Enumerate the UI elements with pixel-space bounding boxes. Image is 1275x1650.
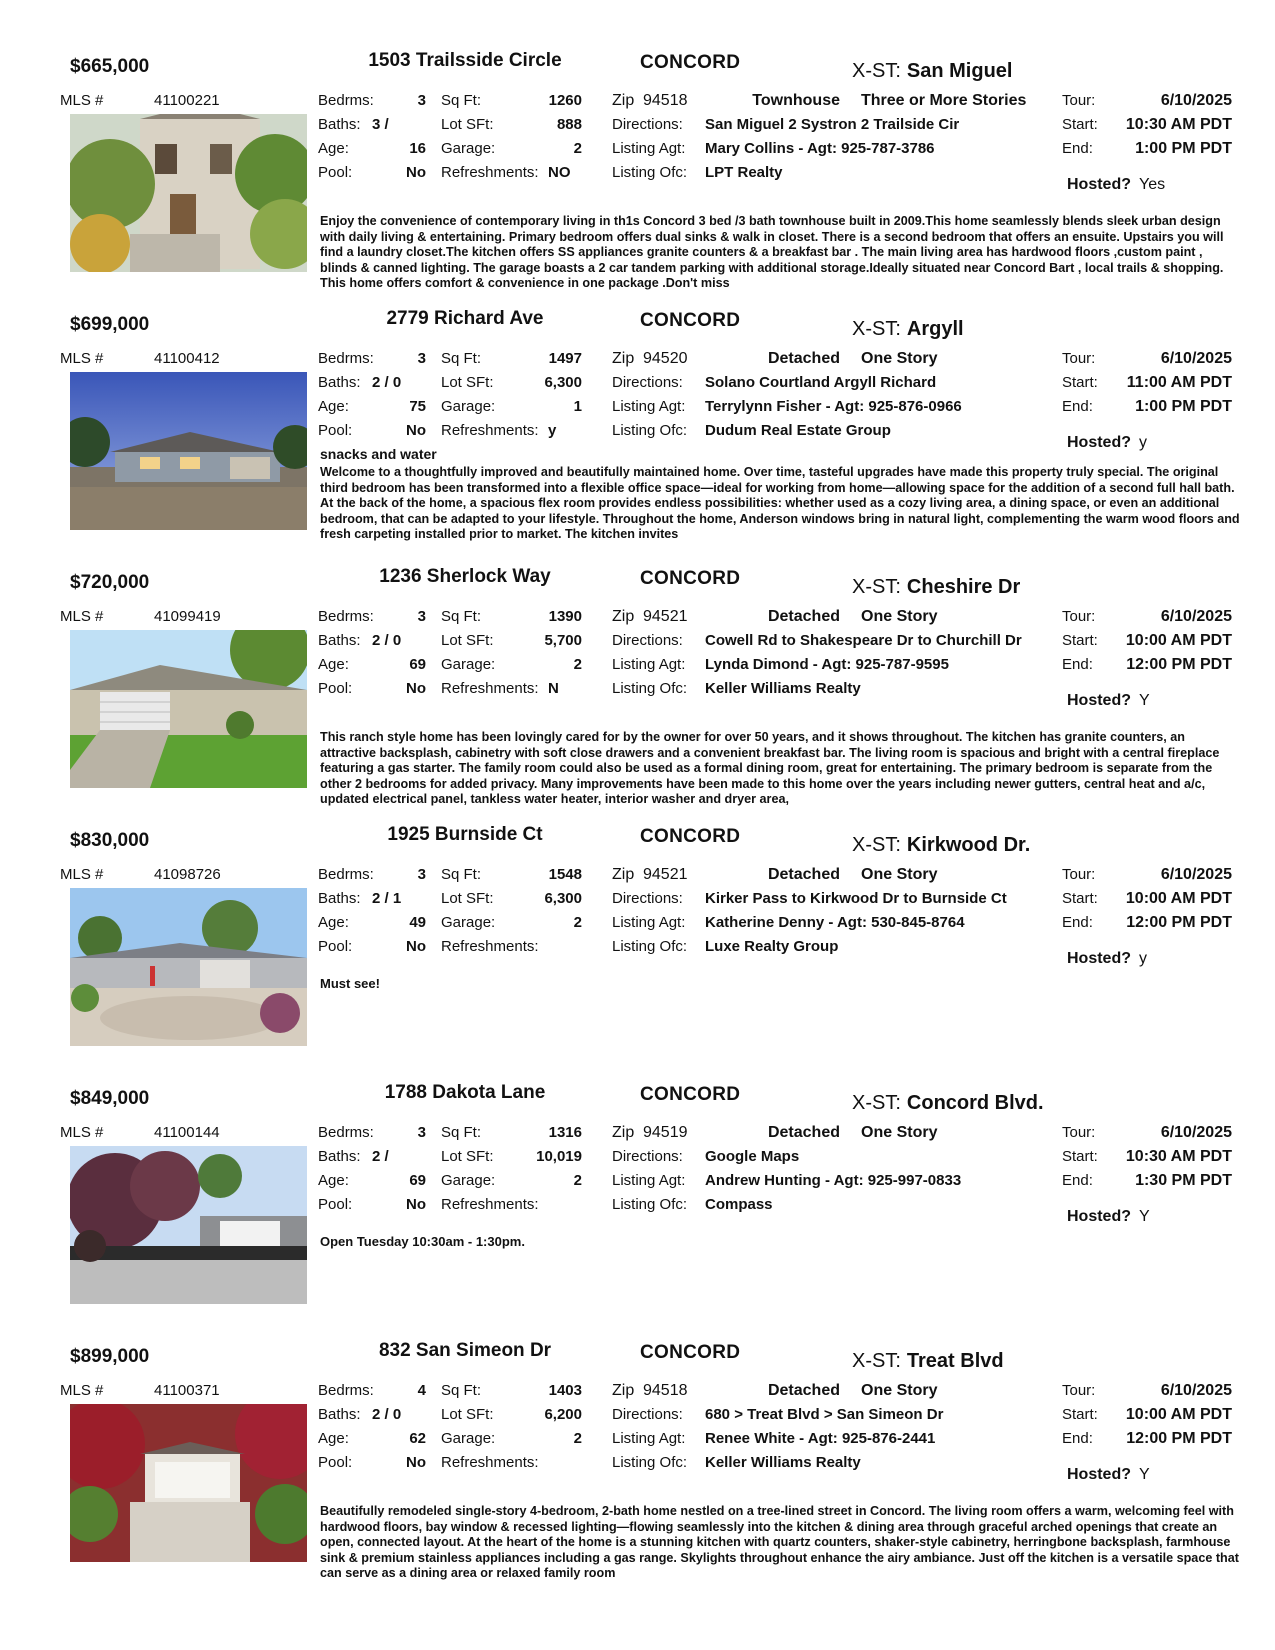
city: CONCORD xyxy=(640,826,741,847)
age-label: Age: xyxy=(318,914,349,931)
address: 832 San Simeon Dr xyxy=(378,1340,552,1361)
end-label: End: xyxy=(1062,1430,1093,1447)
pool-value: No xyxy=(406,164,426,181)
directions-value: Google Maps xyxy=(705,1148,800,1165)
baths-value: 2 / 0 xyxy=(372,374,402,391)
age-label: Age: xyxy=(318,656,349,673)
garage-label: Garage: xyxy=(441,140,496,157)
hosted-label: Hosted? xyxy=(1067,176,1131,193)
price: $830,000 xyxy=(70,830,150,851)
mls-label: MLS # xyxy=(60,92,104,109)
hosted xyxy=(1067,692,1150,710)
directions-label: Directions: xyxy=(612,890,683,907)
age-label: Age: xyxy=(318,1172,349,1189)
agent-value: Terrylynn Fisher - Agt: 925-876-0966 xyxy=(705,398,962,415)
price: $899,000 xyxy=(70,1346,150,1367)
cross-street-label: X-ST: xyxy=(852,318,901,340)
start-value: 10:00 AM PDT xyxy=(1125,890,1232,907)
city: CONCORD xyxy=(640,1084,741,1105)
cross-street xyxy=(852,834,1030,857)
cross-street-label: X-ST: xyxy=(852,60,901,82)
refreshments-label: Refreshments: xyxy=(441,422,539,439)
garage-value: 2 xyxy=(573,914,582,931)
mls-number: 41098726 xyxy=(154,866,221,883)
listing-card xyxy=(0,310,1275,568)
mls-number: 41100144 xyxy=(154,1124,220,1141)
bedrooms-label: Bedrms: xyxy=(318,866,374,883)
directions-label: Directions: xyxy=(612,632,683,649)
garage-value: 2 xyxy=(573,656,582,673)
cross-street xyxy=(852,60,1012,83)
agent-label: Listing Agt: xyxy=(612,914,686,931)
listing-card xyxy=(0,1342,1275,1600)
lot-sqft-value: 5,700 xyxy=(544,632,582,649)
property-photo[interactable] xyxy=(70,1146,307,1304)
lot-sqft-value: 6,200 xyxy=(544,1406,582,1423)
bedrooms-label: Bedrms: xyxy=(318,1382,374,1399)
pool-label: Pool: xyxy=(318,680,353,697)
start-label: Start: xyxy=(1062,890,1098,907)
bedrooms-label: Bedrms: xyxy=(318,350,374,367)
agent-value: Katherine Denny - Agt: 530-845-8764 xyxy=(705,914,965,931)
end-label: End: xyxy=(1062,914,1093,931)
hosted-value: Y xyxy=(1139,1208,1150,1225)
cross-street-label: X-ST: xyxy=(852,834,901,856)
zip-value: 94520 xyxy=(643,350,688,367)
hosted-value: y xyxy=(1139,950,1147,967)
pool-label: Pool: xyxy=(318,422,353,439)
directions-value: Kirker Pass to Kirkwood Dr to Burnside Ct xyxy=(705,890,1007,907)
hosted xyxy=(1067,1466,1150,1484)
tour-value: 6/10/2025 xyxy=(1160,1124,1232,1141)
property-style: Detached xyxy=(767,1382,840,1399)
directions-value: Cowell Rd to Shakespeare Dr to Churchill Dr xyxy=(705,632,1022,649)
bedrooms-value: 3 xyxy=(417,350,426,367)
cross-street-value: Kirkwood Dr. xyxy=(906,834,1031,856)
hosted-value: Yes xyxy=(1139,176,1166,193)
description: This ranch style home has been lovingly cared for by the owner for over 50 years, and it shows throughout. The kitchen has granite counters, an attractive backsplash, cabinetry with soft close drawers and a convenient breakfast bar. The living room is spacious and bright with a central fireplace featuring a gas starter. The family room could also be used as a formal dining room, great for entertaining. The primary bedroom is separate from the other 2 bedrooms for added privacy. Many improvements have been made to this home over the years including newer gutters, central heat and a/c, updated electrical panel, tankless water heater, interior washer and dryer area, xyxy=(320,730,1220,807)
zip-label: Zip xyxy=(612,608,635,625)
mls-label: MLS # xyxy=(60,1124,104,1141)
cross-street xyxy=(852,1092,1044,1115)
end-value: 12:00 PM PDT xyxy=(1126,656,1232,673)
tour-label: Tour: xyxy=(1062,608,1096,625)
end-label: End: xyxy=(1062,140,1093,157)
city: CONCORD xyxy=(640,52,741,73)
agent-label: Listing Agt: xyxy=(612,1430,686,1447)
directions-label: Directions: xyxy=(612,1406,683,1423)
bedrooms-value: 3 xyxy=(417,92,426,109)
lot-sqft-label: Lot SFt: xyxy=(441,1148,494,1165)
pool-value: No xyxy=(406,1196,426,1213)
cross-street xyxy=(852,318,964,341)
hosted-label: Hosted? xyxy=(1067,434,1131,451)
age-value: 75 xyxy=(409,398,426,415)
directions-value: Solano Courtland Argyll Richard xyxy=(705,374,937,391)
hosted-label: Hosted? xyxy=(1067,1208,1131,1225)
baths-label: Baths: xyxy=(318,116,361,133)
office-value: Dudum Real Estate Group xyxy=(705,422,891,439)
property-stories: One Story xyxy=(861,866,938,883)
end-label: End: xyxy=(1062,656,1093,673)
office-value: Keller Williams Realty xyxy=(705,1454,861,1471)
property-style: Detached xyxy=(767,350,840,367)
end-value: 1:00 PM PDT xyxy=(1135,398,1232,415)
sqft-label: Sq Ft: xyxy=(441,350,482,367)
property-stories: One Story xyxy=(861,1124,938,1141)
baths-label: Baths: xyxy=(318,632,361,649)
hosted-label: Hosted? xyxy=(1067,692,1131,709)
lot-sqft-label: Lot SFt: xyxy=(441,632,494,649)
description: Beautifully remodeled single-story 4-bedroom, 2-bath home nestled on a tree-lined street in Concord. The living room offers a warm, welcoming feel with hardwood floors, bay window & recessed lighting—flowing seamlessly into the kitchen & dining area through graceful arched openings that create an open, connected layout. At the heart of the home is a stunning kitchen with quartz counters, shaker-style cabinetry, herringbone backsplash, farmhouse sink & premium stainless appliances including a gas range. Skylights throughout enhance the airy ambiance. Just off the kitchen is a versatile space that can serve as a dining area or relaxed family room xyxy=(320,1504,1239,1581)
description: Open Tuesday 10:30am - 1:30pm. xyxy=(320,1234,525,1249)
start-label: Start: xyxy=(1062,632,1098,649)
price: $849,000 xyxy=(70,1088,150,1109)
sqft-value: 1497 xyxy=(548,350,582,367)
sqft-label: Sq Ft: xyxy=(441,1382,482,1399)
refreshments-value: N xyxy=(548,680,559,697)
cross-street-label: X-ST: xyxy=(852,1350,901,1372)
property-stories: One Story xyxy=(861,608,938,625)
lot-sqft-label: Lot SFt: xyxy=(441,1406,494,1423)
property-style: Detached xyxy=(767,608,840,625)
property-photo[interactable] xyxy=(70,888,307,1046)
lot-sqft-value: 10,019 xyxy=(536,1148,582,1165)
directions-value: 680 > Treat Blvd > San Simeon Dr xyxy=(705,1406,944,1423)
mls-label: MLS # xyxy=(60,350,104,367)
property-style: Detached xyxy=(767,866,840,883)
office-value: Keller Williams Realty xyxy=(705,680,861,697)
pool-value: No xyxy=(406,680,426,697)
description: Must see! xyxy=(320,976,380,991)
end-label: End: xyxy=(1062,1172,1093,1189)
tour-value: 6/10/2025 xyxy=(1160,1382,1232,1399)
property-photo[interactable] xyxy=(70,1404,307,1562)
mls-number: 41099419 xyxy=(154,608,221,625)
cross-street-value: Concord Blvd. xyxy=(906,1092,1044,1114)
zip-label: Zip xyxy=(612,1382,635,1399)
zip-label: Zip xyxy=(612,866,635,883)
mls-number: 41100221 xyxy=(154,92,220,109)
mls-label: MLS # xyxy=(60,866,104,883)
directions-value: San Miguel 2 Systron 2 Trailside Cir xyxy=(705,116,960,133)
address: 1503 Trailsside Circle xyxy=(368,50,562,71)
cross-street xyxy=(852,1350,1004,1373)
lot-sqft-label: Lot SFt: xyxy=(441,116,494,133)
tour-value: 6/10/2025 xyxy=(1160,92,1232,109)
garage-label: Garage: xyxy=(441,398,496,415)
address: 1236 Sherlock Way xyxy=(379,566,551,587)
office-value: Luxe Realty Group xyxy=(705,938,839,955)
office-value: LPT Realty xyxy=(705,164,783,181)
baths-label: Baths: xyxy=(318,1148,361,1165)
sqft-value: 1260 xyxy=(548,92,582,109)
zip-label: Zip xyxy=(612,92,635,109)
city: CONCORD xyxy=(640,310,741,331)
end-value: 1:30 PM PDT xyxy=(1135,1172,1232,1189)
garage-label: Garage: xyxy=(441,1430,496,1447)
baths-value: 2 / 0 xyxy=(372,1406,402,1423)
agent-value: Renee White - Agt: 925-876-2441 xyxy=(705,1430,936,1447)
sqft-label: Sq Ft: xyxy=(441,92,482,109)
lot-sqft-value: 888 xyxy=(556,116,582,133)
hosted-value: Y xyxy=(1139,692,1150,709)
listing-card xyxy=(0,1084,1275,1342)
sqft-label: Sq Ft: xyxy=(441,866,482,883)
garage-value: 1 xyxy=(573,398,582,415)
refreshments-value: NO xyxy=(548,164,571,181)
office-label: Listing Ofc: xyxy=(612,1454,688,1471)
agent-value: Andrew Hunting - Agt: 925-997-0833 xyxy=(705,1172,962,1189)
zip-value: 94521 xyxy=(643,608,688,625)
age-value: 69 xyxy=(409,1172,426,1189)
cross-street-value: San Miguel xyxy=(906,60,1013,82)
listing-card xyxy=(0,568,1275,826)
baths-value: 2 / 0 xyxy=(372,632,402,649)
zip-value: 94518 xyxy=(643,1382,688,1399)
hosted xyxy=(1067,950,1147,968)
property-stories: One Story xyxy=(861,1382,938,1399)
agent-label: Listing Agt: xyxy=(612,1172,686,1189)
property-photo[interactable] xyxy=(70,114,307,272)
start-value: 10:00 AM PDT xyxy=(1125,632,1232,649)
zip-value: 94519 xyxy=(643,1124,688,1141)
sqft-label: Sq Ft: xyxy=(441,1124,482,1141)
office-label: Listing Ofc: xyxy=(612,164,688,181)
price: $699,000 xyxy=(70,314,150,335)
refreshments-label: Refreshments: xyxy=(441,1196,539,1213)
tour-label: Tour: xyxy=(1062,1382,1096,1399)
description: Welcome to a thoughtfully improved and beautifully maintained home. Over time, tasteful upgrades have made this property truly special. The original third bedroom has been transformed into a flexible office space—ideal for working from home—allowing space for the addition of a second full hall bath. At the back of the home, a spacious flex room provides endless possibilities: whether used as a cozy living area, a dining space, or even an additional bedroom, that can be adapted to your lifestyle. Throughout the home, Anderson windows bring in natural light, complementing the warm wood floors and fresh carpeting installed prior to market. The kitchen invites xyxy=(320,465,1240,542)
hosted-value: y xyxy=(1139,434,1147,451)
lot-sqft-value: 6,300 xyxy=(544,374,582,391)
age-value: 16 xyxy=(409,140,426,157)
cross-street-value: Cheshire Dr xyxy=(906,576,1021,598)
sqft-value: 1316 xyxy=(548,1124,582,1141)
description: Enjoy the convenience of contemporary living in th1s Concord 3 bed /3 bath townhouse built in 2009.This home seamlessly blends sleek urban design with daily living & entertaining. Primary bedroom offers dual sinks & walk in closet. There is a second bedroom that offers an ensuite. Upstairs you will find a laundry closet.The kitchen offers SS appliances granite counters & a breakfast bar . The main living area has hardwood floors ,custom paint , blinds & canned lighting. The garage boasts a 2 car tandem parking with additional storage.Ideally situated near Concord Bart , local trails & shopping. This home offers comfort & convenience in one package .Don't miss xyxy=(320,214,1224,291)
office-label: Listing Ofc: xyxy=(612,938,688,955)
end-label: End: xyxy=(1062,398,1093,415)
listing-card xyxy=(0,826,1275,1084)
zip-label: Zip xyxy=(612,350,635,367)
tour-value: 6/10/2025 xyxy=(1160,866,1232,883)
zip-value: 94521 xyxy=(643,866,688,883)
sqft-label: Sq Ft: xyxy=(441,608,482,625)
bedrooms-value: 3 xyxy=(417,1124,426,1141)
garage-value: 2 xyxy=(573,1172,582,1189)
start-label: Start: xyxy=(1062,116,1098,133)
property-photo[interactable] xyxy=(70,372,307,530)
bedrooms-label: Bedrms: xyxy=(318,92,374,109)
office-value: Compass xyxy=(705,1196,773,1213)
start-label: Start: xyxy=(1062,1148,1098,1165)
start-value: 10:30 AM PDT xyxy=(1125,116,1232,133)
baths-value: 3 / xyxy=(372,116,389,133)
tour-label: Tour: xyxy=(1062,866,1096,883)
office-label: Listing Ofc: xyxy=(612,422,688,439)
address: 1925 Burnside Ct xyxy=(387,824,543,845)
office-label: Listing Ofc: xyxy=(612,1196,688,1213)
end-value: 12:00 PM PDT xyxy=(1126,1430,1232,1447)
hosted-label: Hosted? xyxy=(1067,1466,1131,1483)
listing-card xyxy=(0,52,1275,310)
baths-label: Baths: xyxy=(318,1406,361,1423)
tour-label: Tour: xyxy=(1062,350,1096,367)
zip-label: Zip xyxy=(612,1124,635,1141)
tour-value: 6/10/2025 xyxy=(1160,350,1232,367)
property-style: Detached xyxy=(767,1124,840,1141)
age-label: Age: xyxy=(318,140,349,157)
hosted-label: Hosted? xyxy=(1067,950,1131,967)
end-value: 12:00 PM PDT xyxy=(1126,914,1232,931)
bedrooms-label: Bedrms: xyxy=(318,1124,374,1141)
garage-label: Garage: xyxy=(441,914,496,931)
pool-value: No xyxy=(406,938,426,955)
garage-value: 2 xyxy=(573,1430,582,1447)
property-photo[interactable] xyxy=(70,630,307,788)
pool-label: Pool: xyxy=(318,164,353,181)
refreshments-note: snacks and water xyxy=(320,446,437,462)
sqft-value: 1390 xyxy=(548,608,582,625)
pool-label: Pool: xyxy=(318,938,353,955)
start-label: Start: xyxy=(1062,1406,1098,1423)
property-style: Townhouse xyxy=(752,92,840,109)
baths-value: 2 / xyxy=(372,1148,389,1165)
end-value: 1:00 PM PDT xyxy=(1135,140,1232,157)
cross-street xyxy=(852,576,1020,599)
agent-value: Lynda Dimond - Agt: 925-787-9595 xyxy=(705,656,949,673)
property-stories: Three or More Stories xyxy=(861,92,1027,109)
office-label: Listing Ofc: xyxy=(612,680,688,697)
tour-label: Tour: xyxy=(1062,92,1096,109)
directions-label: Directions: xyxy=(612,374,683,391)
tour-label: Tour: xyxy=(1062,1124,1096,1141)
pool-label: Pool: xyxy=(318,1196,353,1213)
refreshments-value: y xyxy=(548,422,557,439)
age-value: 49 xyxy=(409,914,426,931)
baths-label: Baths: xyxy=(318,374,361,391)
garage-label: Garage: xyxy=(441,656,496,673)
refreshments-label: Refreshments: xyxy=(441,164,539,181)
bedrooms-value: 3 xyxy=(417,608,426,625)
pool-value: No xyxy=(406,1454,426,1471)
garage-value: 2 xyxy=(573,140,582,157)
agent-label: Listing Agt: xyxy=(612,656,686,673)
bedrooms-value: 4 xyxy=(417,1382,426,1399)
bedrooms-label: Bedrms: xyxy=(318,608,374,625)
garage-label: Garage: xyxy=(441,1172,496,1189)
hosted xyxy=(1067,176,1165,194)
age-label: Age: xyxy=(318,1430,349,1447)
hosted xyxy=(1067,1208,1150,1226)
lot-sqft-value: 6,300 xyxy=(544,890,582,907)
price: $665,000 xyxy=(70,56,150,77)
mls-number: 41100412 xyxy=(154,350,220,367)
bedrooms-value: 3 xyxy=(417,866,426,883)
hosted xyxy=(1067,434,1147,452)
mls-label: MLS # xyxy=(60,1382,104,1399)
directions-label: Directions: xyxy=(612,116,683,133)
baths-value: 2 / 1 xyxy=(372,890,402,907)
cross-street-label: X-ST: xyxy=(852,576,901,598)
cross-street-value: Treat Blvd xyxy=(906,1350,1004,1372)
refreshments-label: Refreshments: xyxy=(441,938,539,955)
lot-sqft-label: Lot SFt: xyxy=(441,374,494,391)
lot-sqft-label: Lot SFt: xyxy=(441,890,494,907)
sqft-value: 1403 xyxy=(548,1382,582,1399)
start-value: 11:00 AM PDT xyxy=(1126,374,1232,391)
agent-label: Listing Agt: xyxy=(612,398,686,415)
age-label: Age: xyxy=(318,398,349,415)
property-stories: One Story xyxy=(861,350,938,367)
mls-number: 41100371 xyxy=(154,1382,220,1399)
tour-value: 6/10/2025 xyxy=(1160,608,1232,625)
agent-label: Listing Agt: xyxy=(612,140,686,157)
age-value: 62 xyxy=(409,1430,426,1447)
sqft-value: 1548 xyxy=(548,866,582,883)
cross-street-label: X-ST: xyxy=(852,1092,901,1114)
mls-label: MLS # xyxy=(60,608,104,625)
address: 1788 Dakota Lane xyxy=(384,1082,546,1103)
zip-value: 94518 xyxy=(643,92,688,109)
start-label: Start: xyxy=(1062,374,1098,391)
price: $720,000 xyxy=(70,572,150,593)
age-value: 69 xyxy=(409,656,426,673)
baths-label: Baths: xyxy=(318,890,361,907)
refreshments-label: Refreshments: xyxy=(441,1454,539,1471)
city: CONCORD xyxy=(640,568,741,589)
cross-street-value: Argyll xyxy=(906,318,964,340)
pool-label: Pool: xyxy=(318,1454,353,1471)
start-value: 10:30 AM PDT xyxy=(1125,1148,1232,1165)
address: 2779 Richard Ave xyxy=(386,308,544,329)
directions-label: Directions: xyxy=(612,1148,683,1165)
refreshments-label: Refreshments: xyxy=(441,680,539,697)
start-value: 10:00 AM PDT xyxy=(1125,1406,1232,1423)
hosted-value: Y xyxy=(1139,1466,1150,1483)
city: CONCORD xyxy=(640,1342,741,1363)
agent-value: Mary Collins - Agt: 925-787-3786 xyxy=(705,140,935,157)
pool-value: No xyxy=(406,422,426,439)
